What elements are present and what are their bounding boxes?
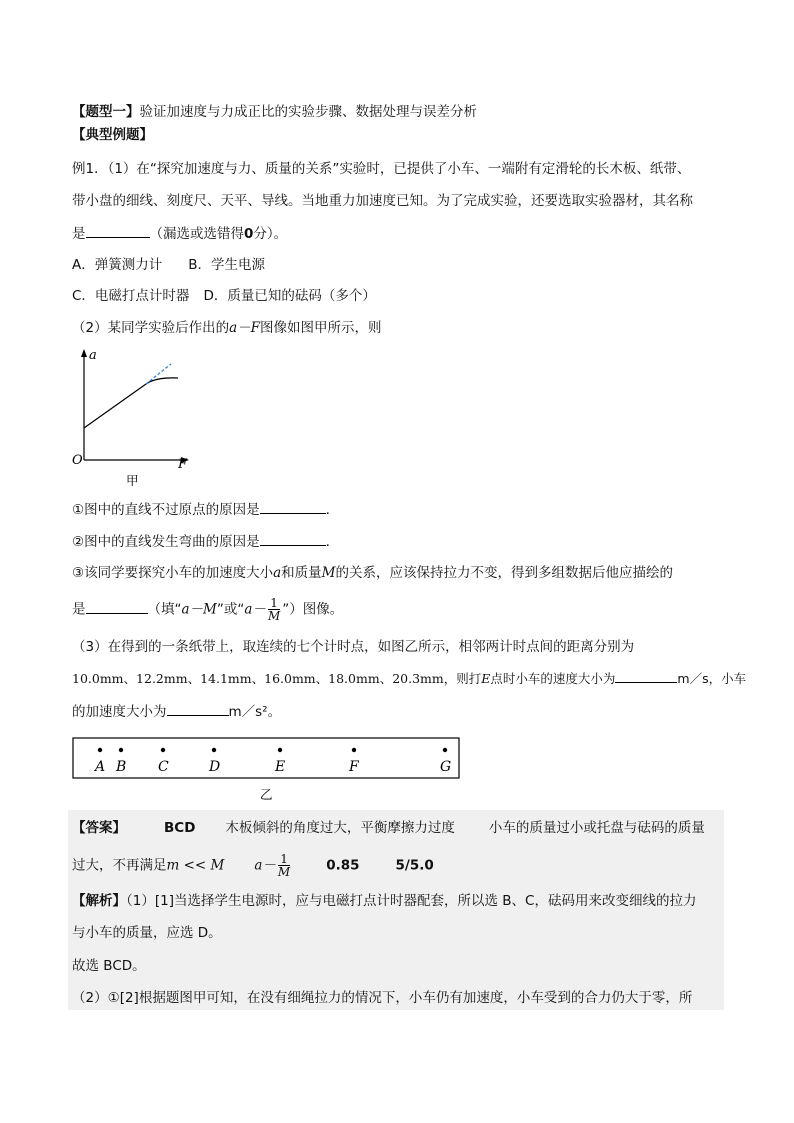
answer-4-pre: a－ <box>254 857 276 874</box>
q1-line3 <box>72 223 287 244</box>
subheading: 【典型例题】 <box>72 127 153 143</box>
q1-line1: 例1．（1）在“探究加速度与力、质量的关系”实验时，已提供了小车、一端附有定滑轮的长木板、纸带、 <box>72 161 691 177</box>
data-curve <box>84 378 178 428</box>
q2-intro-pre: （2）某同学实验后作出的 <box>72 320 230 336</box>
a-f-graph <box>68 344 208 494</box>
answer-5: 0.85 <box>326 857 360 874</box>
option-b: B．学生电源 <box>188 257 266 273</box>
fraction-denominator: M <box>267 609 281 623</box>
x-axis-label: F <box>178 457 188 472</box>
answer-6: 5/5.0 <box>395 857 434 874</box>
q2-s2-period: . <box>325 534 330 550</box>
answer-fraction-denominator: M <box>277 865 291 879</box>
answer-blank-2[interactable] <box>260 499 326 514</box>
origin-label: O <box>72 453 83 468</box>
y-axis-arrow <box>81 349 87 357</box>
q3-line3 <box>72 701 281 722</box>
q2-intro-post: 图像如图甲所示，则 <box>260 320 382 336</box>
answer-blank-1[interactable] <box>86 223 150 238</box>
heading-title: 验证加速度与力成正比的实验步骤、数据处理与误差分析 <box>139 104 477 120</box>
paper-tape-diagram <box>72 737 462 805</box>
answer-blank-3[interactable] <box>260 531 326 546</box>
analysis-label: 【解析】 <box>72 893 126 909</box>
q2-s3-M: M <box>321 565 336 581</box>
fraction-numerator: 1 <box>270 596 278 610</box>
q1-line2: 带小盘的细线、刻度尺、天平、导线。当地重力加速度已知。为了完成实验，还要选取实验器材，其名称 <box>72 193 693 209</box>
tape-point-dot-E <box>278 748 282 752</box>
option-d: D．质量已知的砝码（多个） <box>203 288 376 304</box>
answer-line1 <box>72 818 705 838</box>
graph-caption: 甲 <box>126 473 139 488</box>
answer-one-over-M-fraction <box>276 853 292 878</box>
q2-s3 <box>72 563 673 583</box>
answer-line2 <box>72 853 434 878</box>
q3-data: 10.0mm、12.2mm、14.1mm、16.0mm、18.0mm、20.3mm <box>72 671 444 686</box>
answer-fraction-numerator: 1 <box>280 852 288 866</box>
analysis-l1: （1）[1]当选择学生电源时，应与电磁打点计时器配套，所以选 B、C，砝码用来改变细线的拉力 <box>126 893 697 909</box>
tape-caption: 乙 <box>260 787 273 802</box>
analysis-line2: 与小车的质量，应选 D。 <box>72 925 222 941</box>
tape-point-label-E: E <box>275 759 286 775</box>
tape-point-dot-B <box>119 748 123 752</box>
q2-s4-mid2: ”或“ <box>216 601 245 618</box>
tape-point-label-A: A <box>95 759 106 775</box>
tape-point-label-B: B <box>116 759 127 775</box>
tape-point-label-F: F <box>349 759 359 775</box>
q3-line1: （3）在得到的一条纸带上，取连续的七个计时点，如图乙所示，相邻两计时点间的距离分别为 <box>72 639 635 655</box>
tape-point-label-C: C <box>158 759 169 775</box>
q2-s1-text: ①图中的直线不过原点的原因是 <box>72 502 260 518</box>
analysis-line3: 故选 BCD。 <box>72 958 146 974</box>
option-c: C．电磁打点计时器 <box>72 288 190 304</box>
one-over-M-fraction <box>266 597 282 622</box>
q2-intro-var: a－F <box>229 320 261 336</box>
q1-line3-post: （漏选或选错得 <box>149 226 244 242</box>
q2-s1 <box>72 499 330 520</box>
q2-s4-end: ”）图像。 <box>282 601 344 618</box>
tape-point-dot-C <box>161 748 165 752</box>
heading <box>72 102 477 122</box>
q1-line3-pre: 是 <box>72 226 86 242</box>
tape-point-dot-F <box>352 748 356 752</box>
tape-point-dot-D <box>212 748 216 752</box>
q2-intro <box>72 318 382 338</box>
q2-s3-pre: ③该同学要探究小车的加速度大小 <box>72 565 274 581</box>
answer-3b-pre: 过大，不再满足 <box>72 857 167 874</box>
q3-line2 <box>72 668 746 689</box>
q2-s3-post: 的关系，应该保持拉力不变，得到多组数据后他应描绘的 <box>335 565 673 581</box>
answer-blank-5[interactable] <box>615 668 677 683</box>
analysis-line4: （2）①[2]根据题图甲可知，在没有细绳拉力的情况下，小车仍有加速度，小车受到的合力仍大于零，所 <box>72 990 693 1006</box>
q3-line2-mid2: 点时小车的速度大小为 <box>490 671 616 686</box>
q1-line3-zero: 0 <box>244 226 254 242</box>
q2-s2-text: ②图中的直线发生弯曲的原因是 <box>72 534 260 550</box>
heading-tag: 【题型一】 <box>72 104 140 120</box>
q2-s2 <box>72 531 330 552</box>
answer-label: 【答案】 <box>72 820 126 836</box>
q2-s1-period: . <box>325 502 330 518</box>
analysis-line1 <box>72 891 696 911</box>
q2-s3-a: a <box>273 565 282 581</box>
q2-s4 <box>72 597 343 622</box>
tape-point-label-D: D <box>209 759 221 775</box>
tape-point-dot-G <box>443 748 447 752</box>
q3-line2-mid: ，则打 <box>443 671 482 686</box>
answer-blank-4[interactable] <box>86 599 148 614</box>
option-a: A．弹簧测力计 <box>72 257 163 273</box>
answer-blank-6[interactable] <box>167 701 229 716</box>
tape-point-dot-A <box>98 748 102 752</box>
q3-line3-pre: 的加速度大小为 <box>72 704 167 720</box>
q3-line2-E: E <box>481 671 491 686</box>
answer-3b-cond: m << M <box>166 857 225 874</box>
q1-options-row2 <box>72 286 376 306</box>
tape-point-label-G: G <box>440 759 452 775</box>
q2-s3-mid: 和质量 <box>281 565 322 581</box>
paper-tape <box>73 738 459 778</box>
q2-s4-pre: 是 <box>72 601 86 618</box>
q1-line3-end: 分）。 <box>253 226 288 242</box>
q2-s4-a: a－ <box>244 601 266 618</box>
y-axis-label: a <box>89 348 97 363</box>
q3-line2-unit: m／s，小车 <box>677 671 747 686</box>
answer-1: BCD <box>164 820 196 836</box>
answer-3: 小车的质量过小或托盘与砝码的质量 <box>488 820 705 836</box>
q2-s4-aM: a－M <box>181 601 217 618</box>
answer-2: 木板倾斜的角度过大，平衡摩擦力过度 <box>225 820 455 836</box>
extrapolation-line <box>146 364 171 384</box>
q3-line3-unit: m／s²。 <box>228 704 282 720</box>
q1-options-row1 <box>72 255 265 275</box>
q2-s4-mid1: （填“ <box>147 601 182 618</box>
